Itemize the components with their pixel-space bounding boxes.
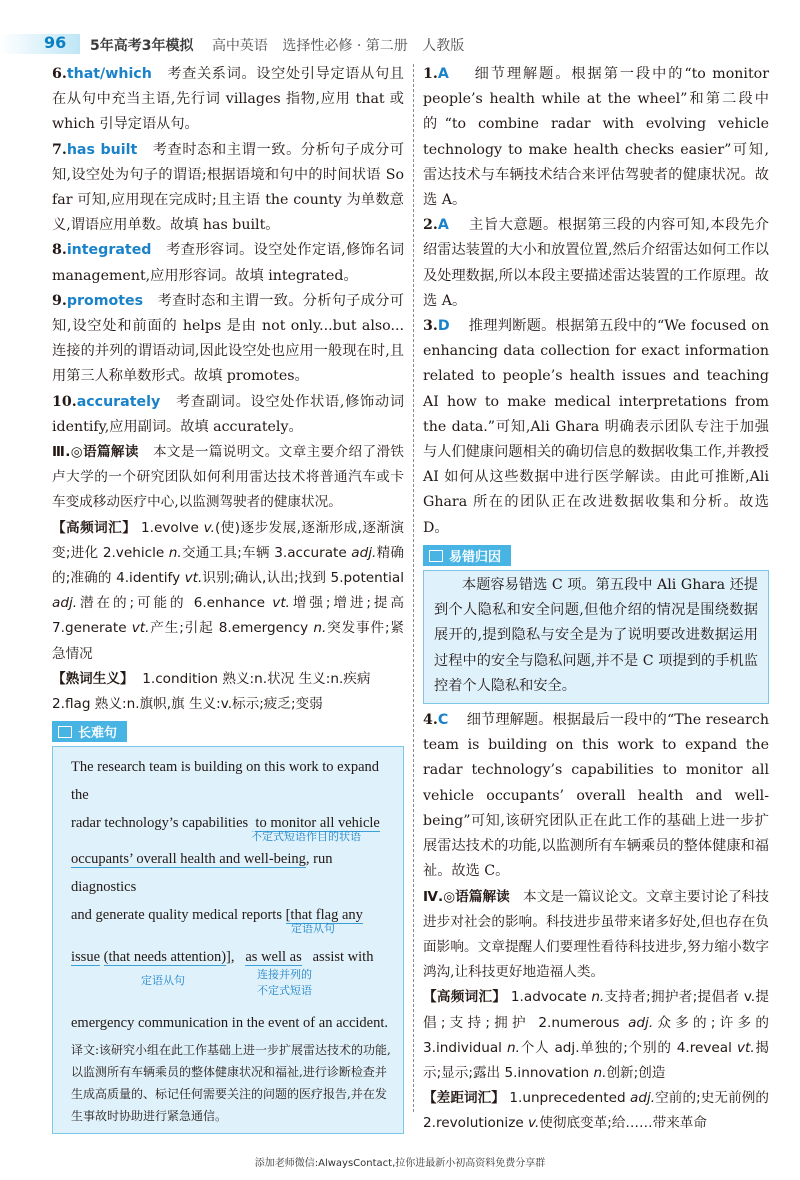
underlined-phrase: occupants’ overall health and well-being xyxy=(71,851,306,868)
vocab-label: 【高频词汇】 xyxy=(423,989,507,1006)
vocab-entry: 5.innovation n.创新;创造 xyxy=(500,1064,666,1081)
familiar-line-2: 2.flag 熟义:n.旗帜,旗 生义:v.标示;疲乏;变弱 xyxy=(52,696,323,713)
box-title-text: 长难句 xyxy=(78,726,118,742)
vocab-entry: 8.emergency n.突发事件;紧急情况 xyxy=(52,620,404,662)
familiar-words xyxy=(52,667,404,717)
part-of-speech: n. xyxy=(593,1064,607,1081)
part-of-speech: v. xyxy=(203,519,215,536)
gap-vocab-list xyxy=(423,1086,769,1136)
vocab-entry: 2.vehicle n.交通工具;车辆 xyxy=(98,544,270,561)
familiar-line-1: 1.condition 熟义:n.状况 生义:n.疾病 xyxy=(142,670,371,687)
explanation: 推理判断题。根据第五段中的“We focused on enhancing data collection for exact information related to people’s health issues and teaching AI how to make medical interpretations from the data.”可知,Ali Ghara 明确表示团队专注于加强与人们健康问题相关的确切信息的数据收集工作,并教授 AI 如何从这些数据中进行医学解读。由此可推断,Ali Ghara 所在的团队正在改进数据收集和分析。故选 D。 xyxy=(423,318,769,536)
answer-q7 xyxy=(52,138,404,239)
explanation: 主旨大意题。根据第三段的内容可知,本段先介绍雷达装置的大小和放置位置,然后介绍雷达如何工作以及处理数据,所以本段主要描述雷达装置的工作原理。故选 A。 xyxy=(423,217,769,309)
answer-q1 xyxy=(423,62,769,213)
error-analysis-text: 本题容易错选 C 项。第五段中 Ali Ghara 还提到个人隐私和安全问题,但他介绍的情况是围绕数据展开的,提到隐私与安全是为了说明要改进数据运用过程中的安全与隐私问题,并不是 C 项提到的手机监控着个人隐私和安全。 xyxy=(434,577,758,694)
explanation: 细节理解题。根据最后一段中的“The research team is building on this work to expand the radar technology’s capabilities to monitor all vehicle occupants’ overall health and well-being”可知,该研究团队正在此工作的基础上进一步扩展雷达技术的功能,以监测所有车辆乘员的整体健康和福祉。故选 C。 xyxy=(423,712,769,880)
sentence-line: emergency communication in the event of an accident. xyxy=(71,1015,388,1032)
vocab-entry: 4.reveal vt.揭示;显示;露出 xyxy=(423,1039,769,1081)
vocab-entry: 1.unprecedented adj.空前的;史无前例的 xyxy=(504,1090,769,1107)
vocab-entry: 2.numerous adj.众多的;许多的 xyxy=(529,1014,769,1031)
underlined-phrase: issue xyxy=(71,949,100,966)
explanation: 细节理解题。根据第一段中的“to monitor people’s health while at the wheel”和第二段中的“to combine radar with evolving vehicle technology to make health checks easier”可知,雷达技术与车辆技术结合来评估驾驶者的健康状况。故选 A。 xyxy=(423,66,769,209)
vocab-entry: 3.accurate adj.精确的;准确的 xyxy=(52,544,404,587)
q-number: 4. xyxy=(423,712,438,729)
error-analysis-title xyxy=(423,545,511,566)
volume: 选择性必修 · 第二册 xyxy=(282,38,408,54)
grammar-note: 不定式短语 xyxy=(257,984,312,998)
vocab-list xyxy=(423,985,769,1086)
book-icon xyxy=(58,726,72,738)
header-accent-bar xyxy=(0,34,80,54)
note-row xyxy=(71,968,393,1009)
part-of-speech: n. xyxy=(168,544,182,561)
column-divider xyxy=(413,64,414,1112)
subject: 高中英语 xyxy=(211,38,268,54)
answer-key: has built xyxy=(66,141,138,158)
part-of-speech: n. xyxy=(591,989,605,1006)
familiar-label: 【熟词生义】 xyxy=(52,670,134,687)
sentence-line xyxy=(71,845,393,901)
vocab-entry: 1.evolve v.(使)逐步发展,逐渐形成,逐渐演变;进化 xyxy=(52,519,405,561)
answer-key: A xyxy=(437,217,449,234)
vocab-items xyxy=(52,520,404,662)
section-label: Ⅲ.◎语篇解读 xyxy=(52,444,139,461)
answer-key: D xyxy=(437,318,450,335)
answer-q3 xyxy=(423,314,769,541)
vocab-entry: 3.individual n.个人 adj.单独的;个别的 xyxy=(423,1039,672,1056)
q-number: 10. xyxy=(52,393,77,410)
answer-q10 xyxy=(52,390,404,440)
part-of-speech: adj. xyxy=(52,595,78,612)
vocab-entry: 5.potential adj.潜在的;可能的 xyxy=(52,570,404,612)
footer-note: 添加老师微信:AlwaysContact,拉你进最新小初高资料免费分享群 xyxy=(254,1158,546,1169)
q-number: 6. xyxy=(52,66,67,82)
section-4-summary xyxy=(423,885,769,986)
answer-q9 xyxy=(52,289,404,390)
part-of-speech: n. xyxy=(313,620,327,637)
right-column xyxy=(423,62,769,1137)
q-number: 7. xyxy=(52,141,67,158)
grammar-note: 连接并列的 xyxy=(257,968,312,982)
answer-q4 xyxy=(423,708,769,884)
summary-text: 本文是一篇议论文。文章主要讨论了科技进步对社会的影响。科技进步虽带来诸多好处,但也存在负面影响。文章提醒人们要理性看待科技进步,努力缩小数字鸿沟,让科技更好地造福人类。 xyxy=(423,888,769,981)
q-number: 1. xyxy=(423,66,438,82)
underlined-phrase: as well as xyxy=(245,949,302,966)
section-3-summary xyxy=(52,440,404,516)
q-number: 2. xyxy=(423,217,438,234)
section-label: Ⅳ.◎语篇解读 xyxy=(423,888,510,905)
hard-sentence-title xyxy=(52,721,127,742)
part-of-speech: adj. xyxy=(628,1014,654,1031)
box-title-text: 易错归因 xyxy=(449,549,502,565)
answer-key: accurately xyxy=(76,393,161,410)
sentence-line xyxy=(71,901,393,929)
hard-sentence-box xyxy=(52,746,404,1134)
q-number: 8. xyxy=(52,242,67,259)
sentence-part: assist with xyxy=(312,949,374,966)
underlined-phrase: [that flag any xyxy=(285,907,363,924)
vocab-list xyxy=(52,516,404,667)
part-of-speech: vt. xyxy=(736,1039,755,1056)
vocab-entry: 4.identify vt.识别;确认,认出;找到 xyxy=(111,570,327,587)
sentence-part: and generate quality medical reports xyxy=(71,907,282,924)
vocab-label: 【高频词汇】 xyxy=(52,519,137,536)
part-of-speech: vt. xyxy=(272,595,290,612)
publisher: 人教版 xyxy=(422,38,465,54)
explanation: 考查时态和主谓一致。分析句子成分可知,设空处为句子的谓语;根据语境和句中的时间状语 So far 可知,应用现在完成时;且主语 the county 为单数意义,谓语应用单数。故填 has built。 xyxy=(52,141,405,234)
answer-key: promotes xyxy=(66,292,144,309)
answer-q6 xyxy=(52,62,404,138)
grammar-note: 定语从句 xyxy=(291,922,335,936)
header-title xyxy=(90,35,474,55)
vocab-entry: 7.generate vt.产生;引起 xyxy=(52,620,214,637)
answer-key: integrated xyxy=(66,242,152,259)
underlined-phrase: (that needs attention) xyxy=(103,949,227,966)
part-of-speech: v. xyxy=(528,1115,540,1132)
explanation: 考查副词。设空处作状语,修饰动词 identify,应用副词。故填 accurately。 xyxy=(52,393,405,435)
part-of-speech: vt. xyxy=(131,620,150,637)
answer-key: C xyxy=(437,712,449,729)
answer-q2 xyxy=(423,213,769,314)
gap-vocab-label: 【差距词汇】 xyxy=(423,1090,505,1107)
sentence-line: The research team is building on this work to expand the xyxy=(71,759,380,804)
grammar-note: 不定式短语作目的状语 xyxy=(251,830,361,844)
part-of-speech: n. xyxy=(507,1039,520,1056)
part-of-speech: adj. xyxy=(630,1090,656,1107)
sentence-part: , run diagnostics xyxy=(71,851,333,896)
brand-name: 5年高考3年模拟 xyxy=(90,38,194,54)
explanation: 考查形容词。设空处作定语,修饰名词 management,应用形容词。故填 integrated。 xyxy=(52,242,405,284)
q-number: 3. xyxy=(423,318,438,335)
error-analysis-box xyxy=(423,570,769,704)
sentence-part: radar technology’s capabilities xyxy=(71,815,249,832)
translation: 译文:该研究小组在此工作基础上进一步扩展雷达技术的功能,以监测所有车辆乘员的整体健康状况和福祉,进行诊断检查并生成高质量的、标记任何需要关注的问题的医疗报告,并在发生事故时协助进行紧急通信。 xyxy=(71,1043,391,1124)
vocab-entry: 2.revolutionize v.使彻底变革;给……带来革命 xyxy=(423,1115,707,1132)
answer-key: that/which xyxy=(66,66,152,82)
sentence-part: ], xyxy=(226,949,235,966)
answer-key: A xyxy=(437,66,449,82)
part-of-speech: vt. xyxy=(184,570,203,587)
explanation: 考查时态和主谓一致。分析句子成分可知,设空处和前面的 helps 是由 not only...but also...连接的并列的谓语动词,因此设空处也应用一般现在时,且用第三人称单数形式。故填 promotes。 xyxy=(52,292,404,385)
page-header xyxy=(0,30,800,58)
vocab-entry: 1.advocate n.支持者;拥护者;提倡者 v.提倡;支持;拥护 xyxy=(423,989,770,1031)
left-column xyxy=(52,62,404,1134)
explanation: 考查关系词。设空处引导定语从句且在从句中充当主语,先行词 villages 指物,应用 that 或 which 引导定语从句。 xyxy=(52,66,404,133)
vocab-entry: 6.enhance vt.增强;增进;提高 xyxy=(186,595,404,612)
underlined-phrase: to monitor all vehicle xyxy=(255,815,380,832)
sentence-line xyxy=(71,943,393,971)
grammar-note: 定语从句 xyxy=(141,974,185,988)
answer-q8 xyxy=(52,238,404,288)
q-number: 9. xyxy=(52,292,67,309)
summary-text: 本文是一篇说明文。文章主要介绍了滑铁卢大学的一个研究团队如何利用雷达技术将普通汽车或卡车变成移动医疗中心,以监测驾驶者的健康状况。 xyxy=(52,444,405,511)
part-of-speech: adj. xyxy=(351,544,377,561)
page-number: 96 xyxy=(44,33,67,52)
warning-icon xyxy=(429,550,443,562)
